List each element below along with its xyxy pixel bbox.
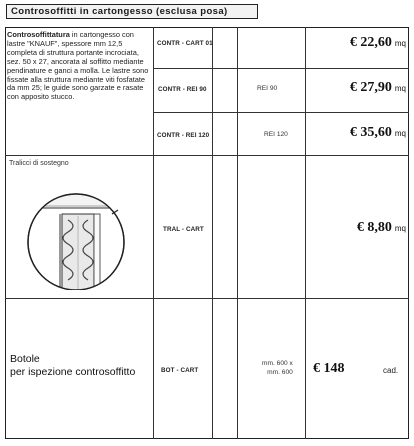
botole-size-line1: mm. 600 x bbox=[262, 360, 293, 367]
botole-subtitle: per ispezione controsoffitto bbox=[10, 365, 136, 378]
variant-spec-rei120: REI 120 bbox=[264, 131, 288, 138]
variant-code-rei120: CONTR - REI 120 bbox=[157, 132, 210, 139]
price-value: € 8,80 bbox=[356, 220, 392, 235]
section-divider-2 bbox=[5, 298, 409, 299]
variant-code-cart01: CONTR - CART 01 bbox=[157, 40, 213, 47]
variant-spec-rei90: REI 90 bbox=[257, 85, 278, 92]
variant-code-rei90: CONTR - REI 90 bbox=[158, 86, 207, 93]
botole-code: BOT - CART bbox=[161, 367, 199, 374]
botole-size-line2: mm. 600 bbox=[267, 369, 293, 376]
price-value: € 27,90 bbox=[349, 80, 392, 95]
botole-size bbox=[262, 359, 293, 377]
column-divider-aux bbox=[212, 27, 213, 439]
price-value: € 35,60 bbox=[349, 125, 392, 140]
tralicci-code: TRAL - CART bbox=[163, 226, 204, 233]
botole-title: Botole bbox=[10, 353, 40, 365]
column-divider-spec bbox=[237, 27, 238, 439]
botole-price bbox=[313, 361, 345, 377]
controsoffitto-description bbox=[7, 31, 149, 102]
section-divider-1 bbox=[5, 155, 409, 156]
tralicci-description: Tralicci di sostegno bbox=[9, 160, 69, 167]
price-value: € 22,60 bbox=[349, 35, 392, 50]
tralicci-price bbox=[357, 220, 406, 236]
variant-price-rei120 bbox=[350, 125, 406, 141]
column-divider-code bbox=[153, 27, 154, 439]
tralicci-diagram bbox=[12, 176, 148, 290]
description-title: Controsoffittatura bbox=[7, 30, 70, 39]
price-unit: mq bbox=[394, 84, 406, 93]
price-unit: mq bbox=[394, 224, 406, 233]
price-unit: mq bbox=[394, 129, 406, 138]
botole-unit: cad. bbox=[383, 366, 399, 375]
price-unit: mq bbox=[394, 39, 406, 48]
row-divider-1 bbox=[153, 68, 409, 69]
page-title-text: Controsoffitti in cartongesso (esclusa posa) bbox=[11, 6, 228, 17]
column-divider-price bbox=[305, 27, 306, 439]
variant-price-rei90 bbox=[350, 80, 406, 96]
page-title bbox=[6, 4, 258, 19]
row-divider-2 bbox=[153, 112, 409, 113]
price-value: € 148 bbox=[313, 361, 345, 376]
variant-price-cart01 bbox=[350, 35, 406, 51]
description-text: in cartongesso con lastre "KNAUF", spessore mm 12,5 completa di struttura portante incrociata, sez. 50 x 27, ancorata al soffitto mediante pendinature e ganci a molla. Le lastre sono fissate alla struttura mediante viti fosfatate da mm 25; le guide sono garzate e rasate con apposito stucco. bbox=[7, 30, 149, 102]
botole-description bbox=[10, 353, 150, 378]
